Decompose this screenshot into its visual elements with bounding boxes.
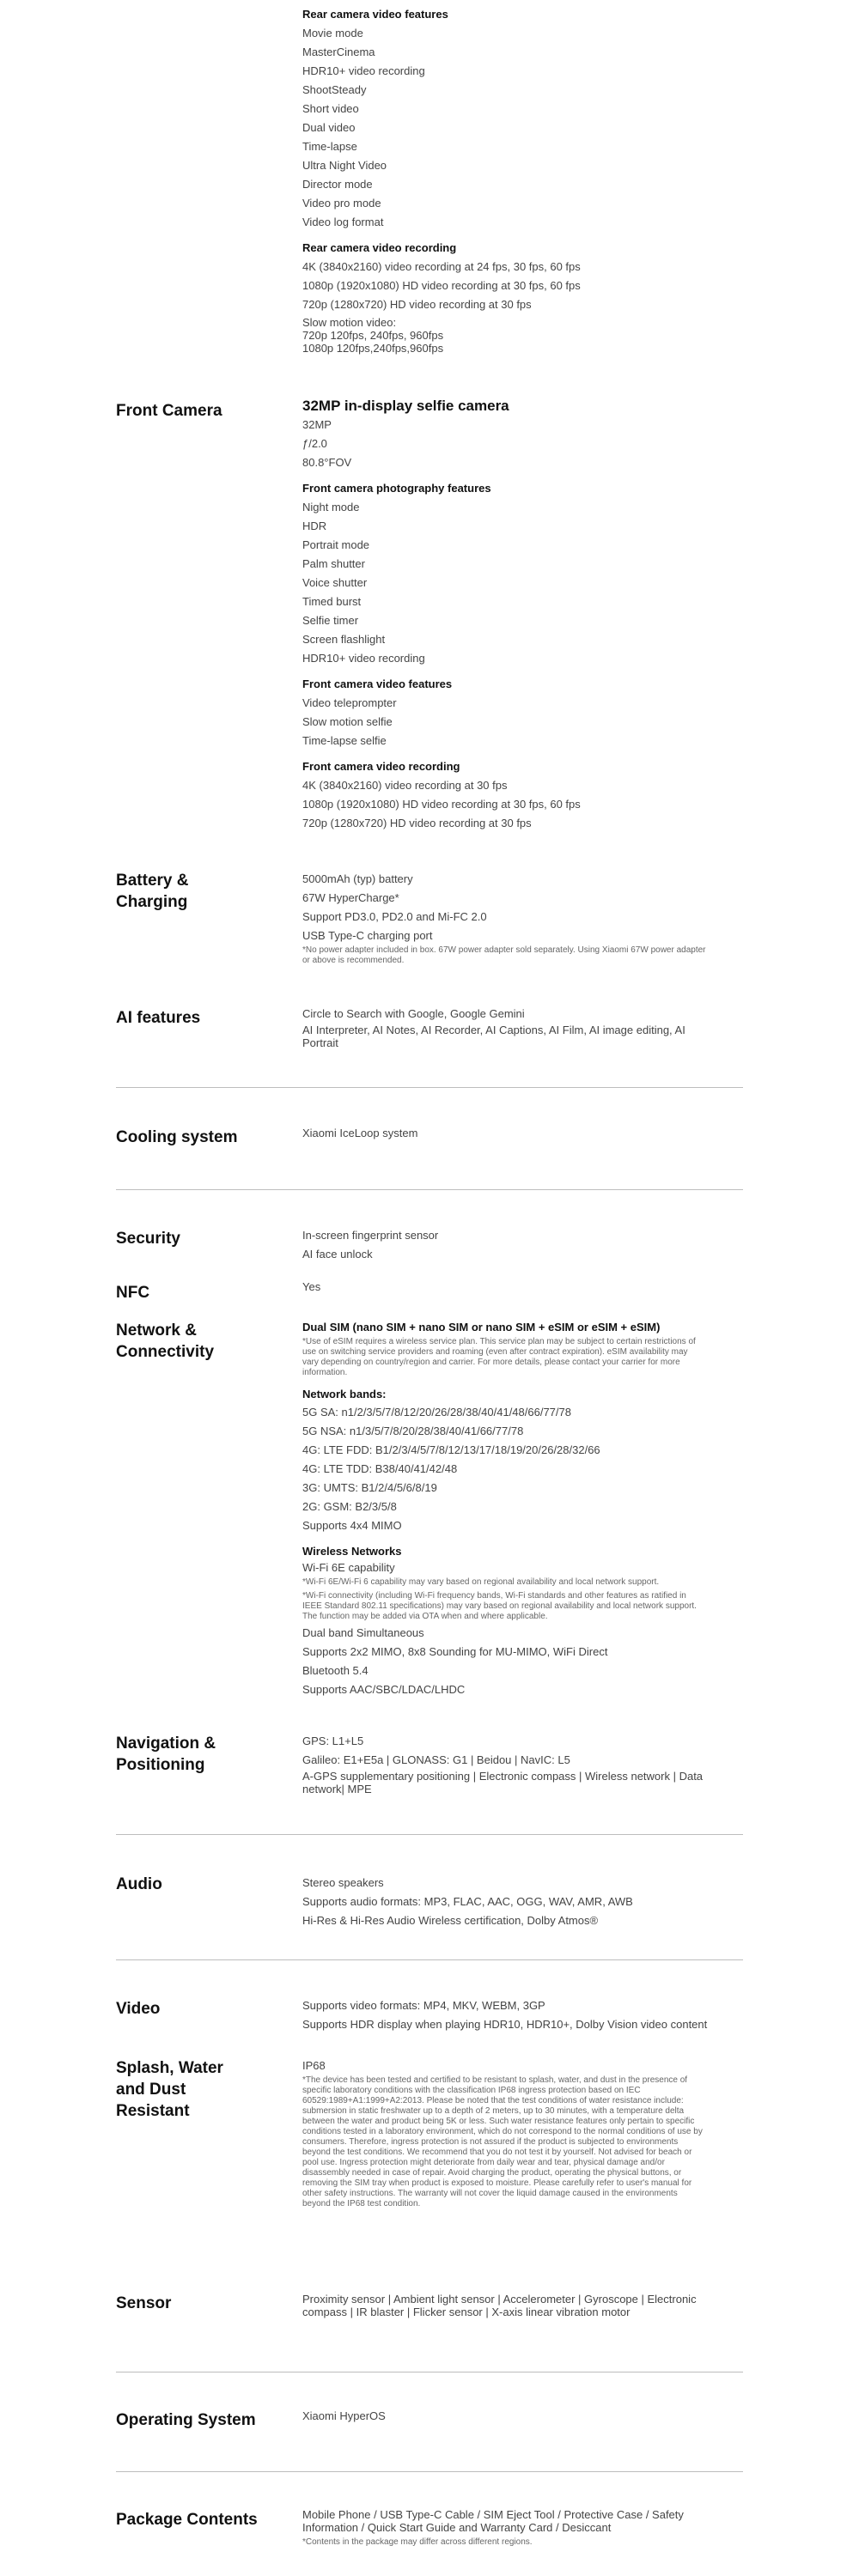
list-item: Voice shutter <box>302 576 368 589</box>
ip-rating-note: *The device has been tested and certified to be resistant to splash, water, and dust in the presence of specific laboratory conditions with the classification IP68 ingress protection based on IEC 60529:1989+A1:1999+A2:2013. Please be noted that the test conditions of water resistance include: submersion in static freshwater up to a depth of 2 meters, up to 30 minutes, with a temperature delta between the water and product being 5K or less. Such water resistance features only pertain to specific conditions tested in a laboratory environment, which do not correspond to the normal conditions of use by consumers. Therefore, ingress protection is not assured if the product is subjected to environments beyond the test conditions. We recommend that you do not test it by yourself. Not advised for beach or pool use. Ingress protection might deteriorate from daily wear and tear, physical damage and/or disassembly needed in case of repair. Avoid charging the product, operating the physical buttons, or removing the SIM tray when product is exposed to moisture. Please carefully refer to user's manual for other safety instructions. The warranty will not cover the liquid damage caused in the environments beyond the IP68 test condition. <box>302 2075 703 2208</box>
list-item: Night mode <box>302 501 360 513</box>
list-item: AI face unlock <box>302 1248 373 1261</box>
os-value: Xiaomi HyperOS <box>302 2409 386 2422</box>
sensor-section <box>302 2293 740 2318</box>
wifi-note-1: *Wi-Fi 6E/Wi-Fi 6 capability may vary based on regional availability and local network support. <box>302 1577 660 1587</box>
list-item: Director mode <box>302 178 373 191</box>
front-camera-section <box>302 397 740 833</box>
front-camera-label: Front Camera <box>116 402 222 420</box>
ai-features-section <box>302 1005 740 1049</box>
list-item: AI Interpreter, AI Notes, AI Recorder, AI Captions, AI Film, AI image editing, AI Portrait <box>302 1024 685 1049</box>
splash-label <box>116 2057 288 2122</box>
audio-label: Audio <box>116 1875 162 1893</box>
network-label <box>116 1320 288 1363</box>
package-note: *Contents in the package may differ across different regions. <box>302 2537 533 2547</box>
list-item: HDR <box>302 519 327 532</box>
nfc-value: Yes <box>302 1280 321 1293</box>
navigation-label <box>116 1733 288 1776</box>
list-item: Supports video formats: MP4, MKV, WEBM, 3GP <box>302 1999 545 2012</box>
list-item: 5000mAh (typ) battery <box>302 872 413 885</box>
navigation-label-line-2: Positioning <box>116 1756 205 1774</box>
network-bands-title: Network bands: <box>302 1388 387 1400</box>
wifi-note-2: *Wi-Fi connectivity (including Wi-Fi frequency bands, Wi-Fi standards and other features as ratified in IEEE Standard 802.11 specifications) may vary based on regional availability and local network support. The function may be added via OTA when and where applicable. <box>302 1591 697 1621</box>
rear-video-recording-title: Rear camera video recording <box>302 241 457 254</box>
sim-title: Dual SIM (nano SIM + nano SIM or nano SIM + eSIM or eSIM + eSIM) <box>302 1321 661 1334</box>
battery-label-line-2: Charging <box>116 893 188 911</box>
video-section <box>302 1996 740 2034</box>
list-item: 1080p (1920x1080) HD video recording at 30 fps, 60 fps <box>302 279 581 292</box>
list-item: Dual video <box>302 121 356 134</box>
security-section <box>302 1226 740 1264</box>
front-camera-headline: 32MP in-display selfie camera <box>302 398 509 414</box>
list-item: Support PD3.0, PD2.0 and Mi-FC 2.0 <box>302 910 487 923</box>
list-item: 5G SA: n1/2/3/5/7/8/12/20/26/28/38/40/41/48/66/77/78 <box>302 1406 571 1419</box>
section-divider <box>116 1189 743 1190</box>
splash-label-line-1: Splash, Water <box>116 2059 223 2077</box>
list-item: Supports 2x2 MIMO, 8x8 Sounding for MU-MIMO, WiFi Direct <box>302 1645 608 1658</box>
cooling-value: Xiaomi IceLoop system <box>302 1127 418 1139</box>
network-label-line-2: Connectivity <box>116 1343 215 1361</box>
wireless-title: Wireless Networks <box>302 1545 402 1558</box>
list-item: Supports HDR display when playing HDR10, HDR10+, Dolby Vision video content <box>302 2018 708 2031</box>
list-item: Palm shutter <box>302 557 365 570</box>
front-recording-title: Front camera video recording <box>302 760 460 773</box>
list-item: Slow motion selfie <box>302 715 393 728</box>
os-label: Operating System <box>116 2411 256 2429</box>
battery-label <box>116 870 288 913</box>
list-item: 3G: UMTS: B1/2/4/5/6/8/19 <box>302 1481 437 1494</box>
list-item: 4G: LTE FDD: B1/2/3/4/5/7/8/12/13/17/18/19/20/26/28/32/66 <box>302 1443 600 1456</box>
splash-section <box>302 2057 740 2209</box>
list-item: Supports audio formats: MP3, FLAC, AAC, OGG, WAV, AMR, AWB <box>302 1895 633 1908</box>
front-photo-title: Front camera photography features <box>302 482 491 495</box>
list-item: Dual band Simultaneous <box>302 1626 424 1639</box>
nfc-section <box>302 1278 740 1297</box>
list-item: Portrait mode <box>302 538 370 551</box>
list-item: In-screen fingerprint sensor <box>302 1229 439 1242</box>
battery-note: *No power adapter included in box. 67W power adapter sold separately. Using Xiaomi 67W power adapter or above is recommended. <box>302 945 706 965</box>
cooling-label: Cooling system <box>116 1128 238 1146</box>
list-item: HDR10+ video recording <box>302 652 425 665</box>
list-item: 5G NSA: n1/3/5/7/8/20/28/38/40/41/66/77/78 <box>302 1425 524 1437</box>
list-item: USB Type-C charging port <box>302 929 433 942</box>
list-item: ƒ/2.0 <box>302 437 327 450</box>
package-list: Mobile Phone / USB Type-C Cable / SIM Eject Tool / Protective Case / Safety Information / Quick Start Guide and Warranty Card / Desiccant <box>302 2508 684 2534</box>
network-section <box>302 1320 740 1699</box>
list-item: 32MP <box>302 418 332 431</box>
list-item: Time-lapse selfie <box>302 734 387 747</box>
ip-rating: IP68 <box>302 2059 326 2072</box>
section-divider <box>116 1959 743 1960</box>
list-item: 1080p (1920x1080) HD video recording at 30 fps, 60 fps <box>302 798 581 811</box>
list-item: Video teleprompter <box>302 696 397 709</box>
front-video-title: Front camera video features <box>302 677 453 690</box>
os-section <box>302 2407 740 2426</box>
list-item: Video log format <box>302 216 384 228</box>
list-item: Hi-Res & Hi-Res Audio Wireless certification, Dolby Atmos® <box>302 1914 599 1927</box>
list-item: 720p (1280x720) HD video recording at 30 fps <box>302 817 532 829</box>
navigation-label-line-1: Navigation & <box>116 1735 216 1753</box>
list-item: Timed burst <box>302 595 362 608</box>
list-item: A-GPS supplementary positioning | Electronic compass | Wireless network | Data network| MPE <box>302 1770 704 1795</box>
list-item: Supports 4x4 MIMO <box>302 1519 402 1532</box>
list-item: HDR10+ video recording <box>302 64 425 77</box>
ai-features-label: AI features <box>116 1009 201 1027</box>
list-item: Screen flashlight <box>302 633 386 646</box>
list-item: Movie mode <box>302 27 363 39</box>
security-label: Security <box>116 1230 180 1248</box>
list-item: MasterCinema <box>302 46 375 58</box>
list-item: Time-lapse <box>302 140 357 153</box>
list-item: Slow motion video: <box>302 316 397 329</box>
package-section <box>302 2508 740 2548</box>
list-item: GPS: L1+L5 <box>302 1735 364 1747</box>
section-divider <box>116 1087 743 1088</box>
list-item: 67W HyperCharge* <box>302 891 399 904</box>
list-item: Selfie timer <box>302 614 359 627</box>
cooling-section <box>302 1124 740 1143</box>
sensor-label: Sensor <box>116 2294 172 2312</box>
list-item: Video pro mode <box>302 197 381 210</box>
list-item: Supports AAC/SBC/LDAC/LHDC <box>302 1683 466 1696</box>
list-item: Circle to Search with Google, Google Gemini <box>302 1007 525 1020</box>
list-item: Short video <box>302 102 359 115</box>
section-divider <box>116 1834 743 1835</box>
battery-label-line-1: Battery & <box>116 872 189 890</box>
list-item: 2G: GSM: B2/3/5/8 <box>302 1500 397 1513</box>
network-label-line-1: Network & <box>116 1321 197 1340</box>
nfc-label: NFC <box>116 1284 150 1302</box>
list-item: Stereo speakers <box>302 1876 384 1889</box>
list-item: 4G: LTE TDD: B38/40/41/42/48 <box>302 1462 458 1475</box>
list-item: 4K (3840x2160) video recording at 24 fps, 30 fps, 60 fps <box>302 260 581 273</box>
battery-section <box>302 870 740 966</box>
rear-video-features-title: Rear camera video features <box>302 8 448 21</box>
rear-video-section <box>302 7 740 355</box>
navigation-section <box>302 1732 740 1795</box>
list-item: 4K (3840x2160) video recording at 30 fps <box>302 779 508 792</box>
section-divider <box>116 2471 743 2472</box>
video-label: Video <box>116 2000 161 2018</box>
list-item: Galileo: E1+E5a | GLONASS: G1 | Beidou | NavIC: L5 <box>302 1753 570 1766</box>
package-label: Package Contents <box>116 2511 258 2529</box>
list-item: 80.8°FOV <box>302 456 352 469</box>
list-item: 720p 120fps, 240fps, 960fps <box>302 329 444 342</box>
sim-note: *Use of eSIM requires a wireless service plan. This service plan may be subject to certain restrictions of use on switching service providers and roaming (even after contract expiration). eSIM availability may vary depending on country/region and carrier. For more details, please contact your carrier for more information. <box>302 1337 696 1377</box>
sensor-list: Proximity sensor | Ambient light sensor | Accelerometer | Gyroscope | Electronic compass | IR blaster | Flicker sensor | X-axis linear vibration motor <box>302 2293 697 2318</box>
list-item: Ultra Night Video <box>302 159 387 172</box>
wifi-capability: Wi-Fi 6E capability <box>302 1561 395 1574</box>
splash-label-line-2: and Dust <box>116 2081 186 2099</box>
audio-section <box>302 1874 740 1930</box>
splash-label-line-3: Resistant <box>116 2102 190 2120</box>
list-item: ShootSteady <box>302 83 367 96</box>
list-item: Bluetooth 5.4 <box>302 1664 369 1677</box>
list-item: 720p (1280x720) HD video recording at 30 fps <box>302 298 532 311</box>
list-item: 1080p 120fps,240fps,960fps <box>302 342 444 355</box>
